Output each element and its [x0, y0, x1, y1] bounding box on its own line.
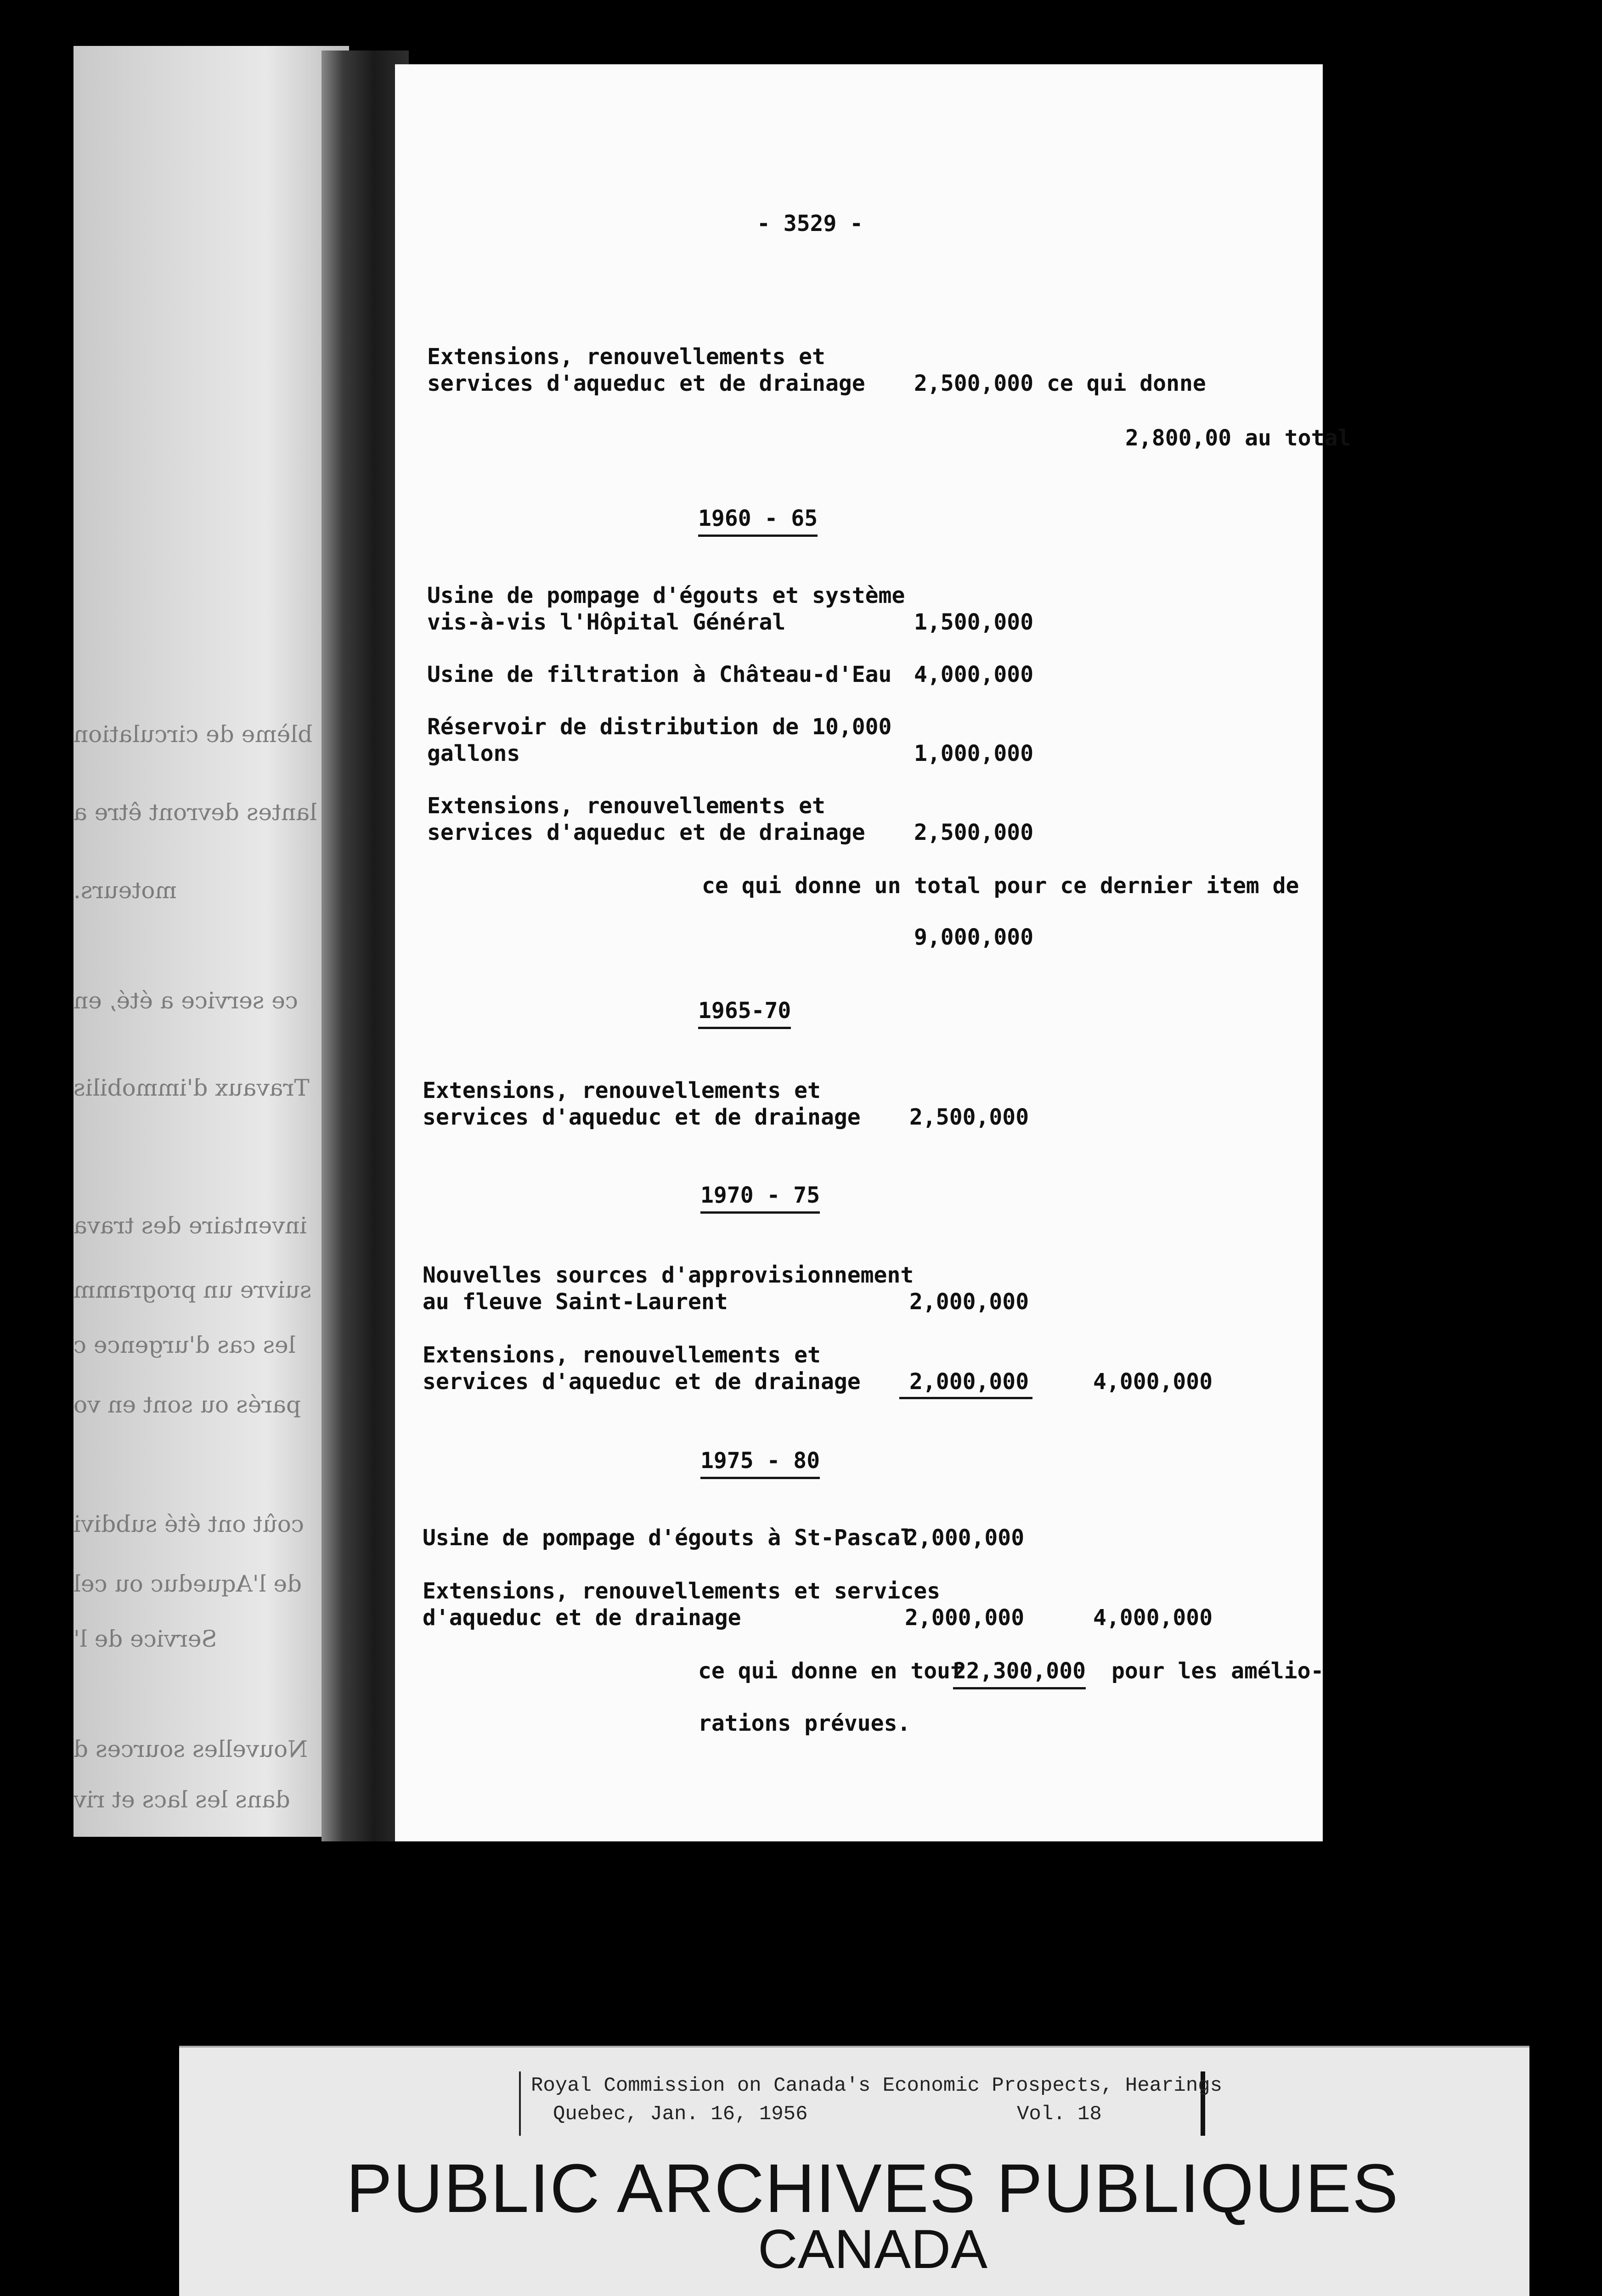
- intro-line: services d'aqueduc et de drainage: [427, 371, 865, 396]
- item-amount: 2,000,000: [909, 1289, 1029, 1315]
- grand-prefix: ce qui donne en tout: [698, 1658, 964, 1684]
- item-line: services d'aqueduc et de drainage: [427, 820, 865, 845]
- reference-place-date: Quebec, Jan. 16, 1956: [553, 2103, 808, 2126]
- ghost-line: inventaire des trava: [73, 1212, 307, 1239]
- ghost-line: blème de circulation: [73, 721, 313, 748]
- grand-suffix: pour les amélio-: [1111, 1658, 1324, 1684]
- intro-amount: 2,500,000 ce qui donne: [914, 371, 1206, 396]
- ghost-line: suivre un programm: [73, 1277, 312, 1303]
- ghost-line: parés ou sont en vo: [73, 1391, 301, 1418]
- left-page-edge: [73, 46, 349, 1837]
- ghost-line: les cas d'urgence c: [73, 1332, 296, 1358]
- period-heading: 1965-70: [698, 997, 791, 1029]
- item-amount: 2,000,000: [909, 1369, 1029, 1395]
- item-line: Usine de filtration à Château-d'Eau: [427, 662, 892, 687]
- ghost-line: coût ont été subdivi: [73, 1511, 304, 1537]
- grand-total: 22,300,000: [953, 1658, 1086, 1689]
- summary-line: ce qui donne un total pour ce dernier item de: [702, 873, 1299, 899]
- period-heading: 1970 - 75: [700, 1182, 820, 1214]
- item-line: Usine de pompage d'égouts et système: [427, 583, 905, 608]
- item-line: Extensions, renouvellements et: [427, 793, 825, 819]
- item-line: Extensions, renouvellements et services: [423, 1578, 941, 1604]
- summary-amount: 9,000,000: [914, 924, 1034, 950]
- sum-rule: [899, 1397, 1032, 1399]
- archives-title: PUBLIC ARCHIVES PUBLIQUES: [346, 2150, 1399, 2227]
- item-line: Usine de pompage d'égouts à St-Pascal: [423, 1525, 914, 1551]
- reference-volume: Vol. 18: [1017, 2103, 1102, 2126]
- item-line: services d'aqueduc et de drainage: [423, 1369, 861, 1395]
- period-subtotal: 4,000,000: [1093, 1605, 1213, 1631]
- ghost-line: moteurs.: [73, 877, 177, 904]
- item-amount: 2,000,000: [905, 1605, 1025, 1631]
- ghost-line: dans les lacs et riv: [73, 1786, 290, 1813]
- reference-title: Royal Commission on Canada's Economic Prospects, Hearings: [531, 2074, 1223, 2097]
- period-heading: 1975 - 80: [700, 1447, 820, 1479]
- grand-last: rations prévues.: [698, 1711, 911, 1736]
- ghost-line: de l'Aqueduc ou cel: [73, 1570, 302, 1597]
- item-line: Extensions, renouvellements et: [423, 1078, 821, 1103]
- item-amount: 2,500,000: [909, 1104, 1029, 1130]
- item-line: gallons: [427, 741, 520, 766]
- item-line: services d'aqueduc et de drainage: [423, 1104, 861, 1130]
- item-line: au fleuve Saint-Laurent: [423, 1289, 728, 1315]
- item-amount: 2,000,000: [905, 1525, 1025, 1551]
- item-amount: 1,500,000: [914, 609, 1034, 635]
- period-subtotal: 4,000,000: [1093, 1369, 1213, 1395]
- page-number: - 3529 -: [757, 211, 863, 236]
- ghost-line: Service de l': [73, 1626, 217, 1652]
- item-line: d'aqueduc et de drainage: [423, 1605, 741, 1631]
- item-line: Réservoir de distribution de 10,000: [427, 714, 892, 740]
- archives-subtitle: CANADA: [757, 2218, 988, 2280]
- item-line: vis-à-vis l'Hôpital Général: [427, 609, 786, 635]
- archive-label: [179, 2046, 1529, 2296]
- document-page: [395, 64, 1351, 1841]
- item-amount: 4,000,000: [914, 662, 1034, 687]
- ghost-line: Travaux d'immobilis: [73, 1075, 310, 1101]
- ghost-line: Nouvelles sources d: [73, 1736, 308, 1762]
- ghost-line: lantes devront être a: [73, 799, 317, 826]
- intro-total: 2,800,00 au total: [1125, 425, 1351, 451]
- item-amount: 2,500,000: [914, 820, 1034, 845]
- intro-line: Extensions, renouvellements et: [427, 344, 825, 370]
- ghost-line: ce service a été, en: [73, 987, 298, 1014]
- item-line: Nouvelles sources d'approvisionnement: [423, 1262, 914, 1288]
- reference-box: [519, 2071, 1223, 2136]
- item-amount: 1,000,000: [914, 741, 1034, 766]
- period-heading: 1960 - 65: [698, 505, 818, 537]
- item-line: Extensions, renouvellements et: [423, 1342, 821, 1368]
